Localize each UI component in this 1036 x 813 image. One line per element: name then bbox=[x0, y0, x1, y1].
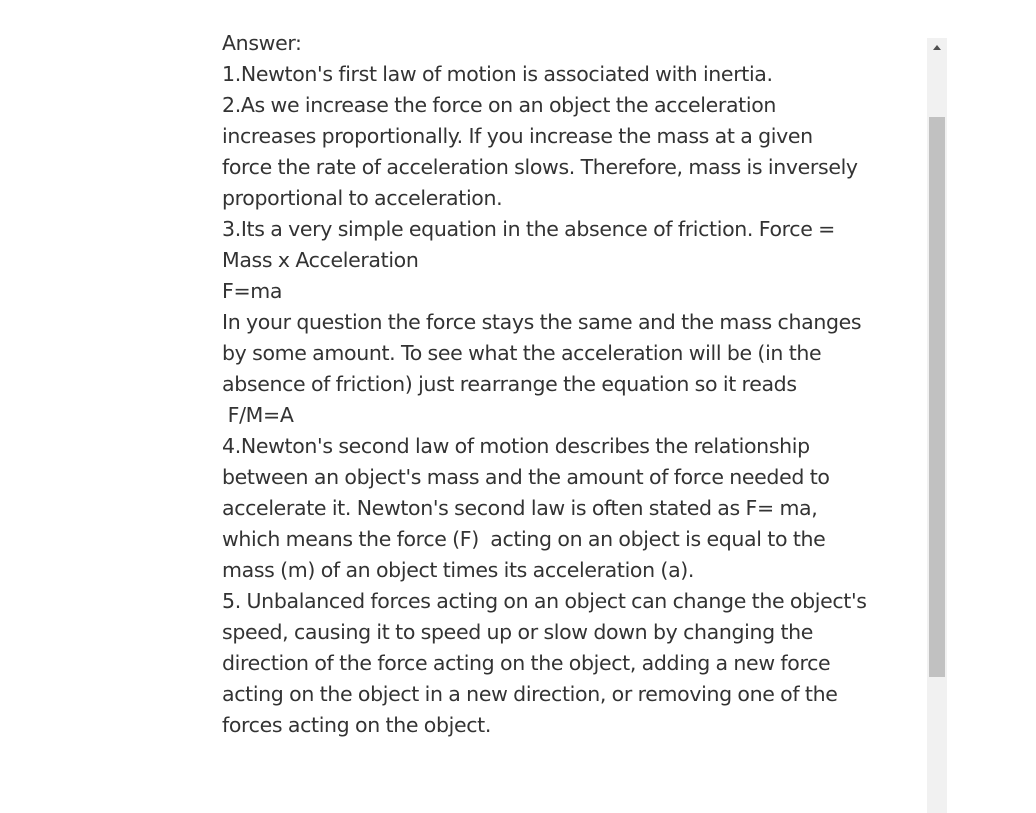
answer-line: force the rate of acceleration slows. Therefore, mass is inversely bbox=[222, 155, 858, 179]
answer-line: proportional to acceleration. bbox=[222, 186, 503, 210]
answer-line: 3.Its a very simple equation in the absence of friction. Force = bbox=[222, 217, 835, 241]
answer-line: absence of friction) just rearrange the equation so it reads bbox=[222, 372, 797, 396]
answer-panel bbox=[222, 0, 912, 813]
answer-line: 1.Newton's first law of motion is associated with inertia. bbox=[222, 62, 773, 86]
answer-line: by some amount. To see what the acceleration will be (in the bbox=[222, 341, 822, 365]
answer-line: In your question the force stays the same and the mass changes bbox=[222, 310, 862, 334]
answer-line: mass (m) of an object times its acceleration (a). bbox=[222, 558, 695, 582]
answer-line: F/M=A bbox=[222, 403, 294, 427]
vertical-scrollbar[interactable] bbox=[927, 38, 947, 813]
answer-line: speed, causing it to speed up or slow down by changing the bbox=[222, 620, 814, 644]
answer-line: Mass x Acceleration bbox=[222, 248, 419, 272]
answer-heading: Answer: bbox=[222, 31, 302, 55]
answer-line: increases proportionally. If you increase the mass at a given bbox=[222, 124, 813, 148]
answer-line: 4.Newton's second law of motion describes the relationship bbox=[222, 434, 810, 458]
answer-line: which means the force (F) acting on an object is equal to the bbox=[222, 527, 826, 551]
answer-line: between an object's mass and the amount of force needed to bbox=[222, 465, 830, 489]
answer-line: 5. Unbalanced forces acting on an object can change the object's bbox=[222, 589, 867, 613]
answer-line: direction of the force acting on the object, adding a new force bbox=[222, 651, 831, 675]
answer-line: 2.As we increase the force on an object the acceleration bbox=[222, 93, 777, 117]
answer-line: forces acting on the object. bbox=[222, 713, 492, 737]
scrollbar-thumb[interactable] bbox=[929, 117, 945, 677]
answer-line: F=ma bbox=[222, 279, 283, 303]
answer-line: acting on the object in a new direction, or removing one of the bbox=[222, 682, 838, 706]
answer-line: accelerate it. Newton's second law is often stated as F= ma, bbox=[222, 496, 818, 520]
answer-text bbox=[222, 28, 912, 741]
triangle-up-icon[interactable] bbox=[927, 38, 947, 58]
